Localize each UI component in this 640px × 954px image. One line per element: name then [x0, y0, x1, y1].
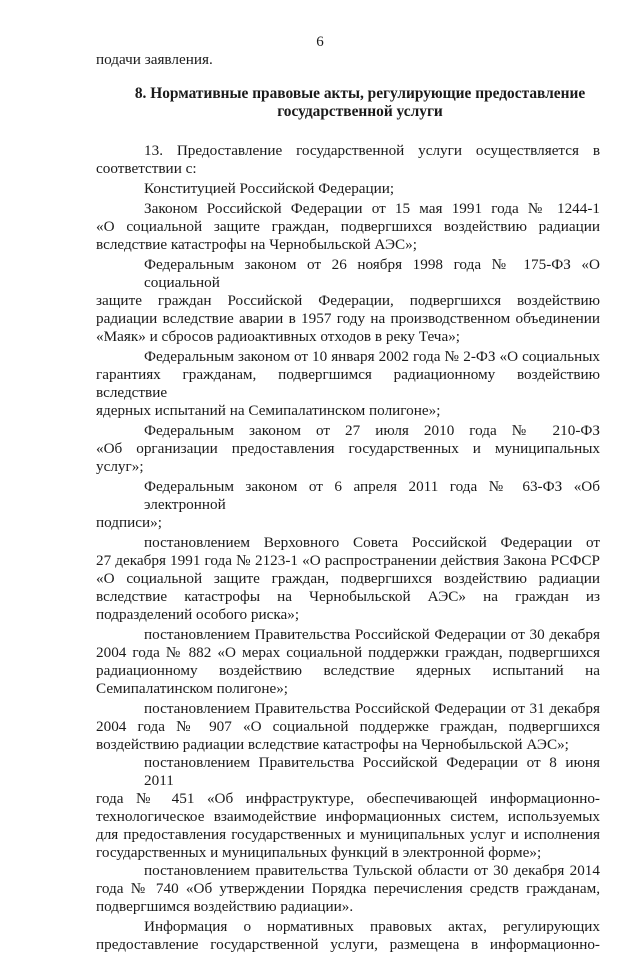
list-item [96, 478, 600, 532]
paragraph-line: радиационному воздействию вследствие ядерных испытаний на [96, 662, 600, 679]
paragraph-line: ядерных испытаний на Семипалатинском полигоне»; [96, 402, 441, 419]
list-item [96, 422, 600, 476]
paragraph-line: для предоставления государственных и муниципальных услуг и исполнения [96, 826, 600, 843]
paragraph-line: услуг»; [96, 458, 144, 475]
paragraph-13 [96, 142, 600, 178]
paragraph-line: подразделений особого риска»; [96, 606, 300, 623]
paragraph-line: постановлением Правительства Российской Федерации от 8 июня 2011 [144, 754, 600, 789]
section-heading-line-1: 8. Нормативные правовые акты, регулирующие предоставление [134, 85, 586, 102]
list-item [96, 626, 600, 698]
list-item [96, 200, 600, 254]
paragraph-line: Семипалатинском полигоне»; [96, 680, 289, 697]
page-number: 6 [316, 34, 324, 50]
paragraph-line: предоставление государственной услуги, размещена в информационно- [96, 936, 600, 953]
paragraph-line: Федеральным законом от 6 апреля 2011 года № 63-ФЗ «Об электронной [144, 478, 600, 513]
list-item [96, 700, 600, 754]
paragraph-line: постановлением Правительства Российской Федерации от 30 декабря [144, 626, 600, 643]
paragraph-line: Информация о нормативных правовых актах, регулирующих [144, 918, 600, 935]
paragraph-line: Законом Российской Федерации от 15 мая 1991 года № 1244-1 [144, 200, 600, 217]
paragraph-line: 13. Предоставление государственной услуги осуществляется в [144, 142, 600, 159]
paragraph-line: постановлением Верховного Совета Российской Федерации от [144, 534, 600, 551]
paragraph-line: года № 740 «Об утверждении Порядка перечисления средств гражданам, [96, 880, 600, 897]
list-item [96, 256, 600, 346]
paragraph-line: воздействию радиации вследствие катастрофы на Чернобыльской АЭС»; [96, 736, 569, 753]
list-item [96, 754, 600, 862]
paragraph-line: 27 декабря 1991 года № 2123-1 «О распространении действия Закона РСФСР [96, 552, 600, 569]
section-heading-line-2: государственной услуги [277, 103, 443, 120]
paragraph-line: защите граждан Российской Федерации, подвергшихся воздействию [96, 292, 600, 309]
intro-line: подачи заявления. [96, 51, 213, 68]
list-item [96, 534, 600, 624]
paragraph-line: 2004 года № 882 «О мерах социальной поддержки граждан, подвергшихся [96, 644, 600, 661]
paragraph-line: Федеральным законом от 26 ноября 1998 года № 175-ФЗ «О социальной [144, 256, 600, 291]
paragraph-line: «О социальной защите граждан, подвергшихся воздействию радиации [96, 218, 600, 235]
paragraph-line: года № 451 «Об инфраструктуре, обеспечивающей информационно- [96, 790, 600, 807]
paragraph-line: Конституцией Российской Федерации; [144, 180, 395, 197]
paragraph-line: вследствие катастрофы на Чернобыльской АЭС»; [96, 236, 417, 253]
list-item [96, 348, 600, 420]
paragraph-line: постановлением Правительства Российской Федерации от 31 декабря [144, 700, 600, 717]
paragraph-line: технологическое взаимодействие информационных систем, используемых [96, 808, 600, 825]
list-item [96, 862, 600, 916]
section-heading [96, 85, 600, 121]
paragraph-line: «О социальной защите граждан, подвергшихся воздействию радиации [96, 570, 600, 587]
paragraph-line: подвергшимся воздействию радиации». [96, 898, 354, 915]
paragraph-line: гарантиях гражданам, подвергшимся радиационному воздействию вследствие [96, 366, 600, 401]
paragraph-line: «Об организации предоставления государственных и муниципальных [96, 440, 600, 457]
paragraph-line: радиации вследствие аварии в 1957 году на производственном объединении [96, 310, 600, 327]
paragraph-line: «Маяк» и сбросов радиоактивных отходов в реку Теча»; [96, 328, 461, 345]
list-item [96, 918, 600, 954]
document-body [96, 51, 600, 954]
list-item [96, 180, 600, 198]
paragraph-line: государственных и муниципальных функций в электронной форме»; [96, 844, 542, 861]
paragraph-line: Федеральным законом от 27 июля 2010 года № 210-ФЗ [144, 422, 600, 439]
paragraph-line: подписи»; [96, 514, 162, 531]
paragraph-line: соответствии с: [96, 160, 197, 177]
paragraph-line: вследствие катастрофы на Чернобыльской АЭС» на граждан из [96, 588, 600, 605]
paragraph-line: Федеральным законом от 10 января 2002 года № 2-ФЗ «О социальных [144, 348, 600, 365]
paragraph-line: 2004 года № 907 «О социальной поддержке граждан, подвергшихся [96, 718, 600, 735]
paragraph-line: постановлением правительства Тульской области от 30 декабря 2014 [144, 862, 600, 879]
